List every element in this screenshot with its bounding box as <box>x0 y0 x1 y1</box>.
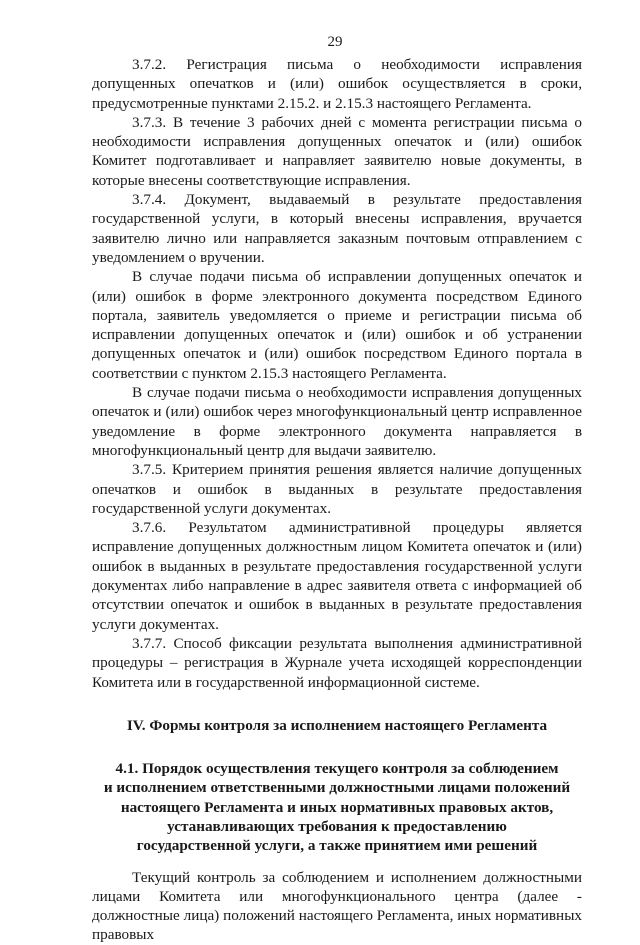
paragraph-portal-notification: В случае подачи письма об исправлении допущенных опечаток и (или) ошибок в форме электронного документа посредством Единого портала, заявитель уведомляется о приеме и регистрации письма об исправлении допущенных опечаток и (или) ошибок и об устранении допущенных опечаток и (или) ошибок посредством Единого портала в соответствии с пунктом 2.15.3 настоящего Регламента. <box>92 268 582 382</box>
page-number: 29 <box>327 34 343 50</box>
section-heading: IV. Формы контроля за исполнением настоящего Регламента <box>126 716 548 734</box>
paragraph-3-7-2: 3.7.2. Регистрация письма о необходимости исправления допущенных опечатков и (или) ошибок осуществляется в сроки, предусмотренные пунктами 2.15.2. и 2.15.3 настоящего Регламента. <box>92 56 582 112</box>
paragraph-mfc-notification: В случае подачи письма о необходимости исправления допущенных опечаток и (или) ошибок через многофункциональный центр исправленное уведомление в форме электронного документа направляется в многофункциональный центр для выдачи заявителю. <box>92 384 582 459</box>
paragraph-3-7-4: 3.7.4. Документ, выдаваемый в результате предоставления государственной услуги, в который внесены исправления, вручается заявителю лично или направляется заказным почтовым отправлением с уведомлением о вручении. <box>92 191 582 266</box>
subsection-heading-line: и исполнением ответственными должностными лицами положений <box>103 779 571 797</box>
page-body <box>92 55 582 945</box>
paragraph-current-control: Текущий контроль за соблюдением и исполнением должностными лицами Комитета или многофункционального центра (далее - должностные лица) положений настоящего Регламента, иных нормативных правовых <box>92 868 582 944</box>
paragraph-3-7-6: 3.7.6. Результатом административной процедуры является исправление допущенных должностным лицом Комитета опечаток и (или) ошибок в выданных в результате предоставления государственной услуги документах либо направление в адрес заявителя ответа с информацией об отсутствии опечаток и ошибок в выданных в результате предоставления услуги документах. <box>92 519 582 633</box>
paragraph-3-7-5: 3.7.5. Критерием принятия решения является наличие допущенных опечатков и ошибок в выданных в результате предоставления государственной услуги документах. <box>92 461 582 517</box>
subsection-heading-line: государственной услуги, а также принятием ими решений <box>136 837 538 855</box>
paragraph-3-7-3: 3.7.3. В течение 3 рабочих дней с момента регистрации письма о необходимости исправления допущенных опечаток и (или) ошибок Комитет подготавливает и направляет заявителю новые документы, в которые внесены соответствующие исправления. <box>92 113 582 189</box>
subsection-heading-line: настоящего Регламента и иных нормативных правовых актов, <box>120 798 554 816</box>
subsection-heading-line: 4.1. Порядок осуществления текущего контроля за соблюдением <box>115 760 559 778</box>
subsection-heading-line: устанавливающих требования к предоставлению <box>167 817 507 835</box>
subsection-heading <box>92 759 582 855</box>
paragraph-3-7-7: 3.7.7. Способ фиксации результата выполнения административной процедуры – регистрация в Журнале учета исходящей корреспонденции Комитета или в государственной информационной системе. <box>92 634 582 691</box>
